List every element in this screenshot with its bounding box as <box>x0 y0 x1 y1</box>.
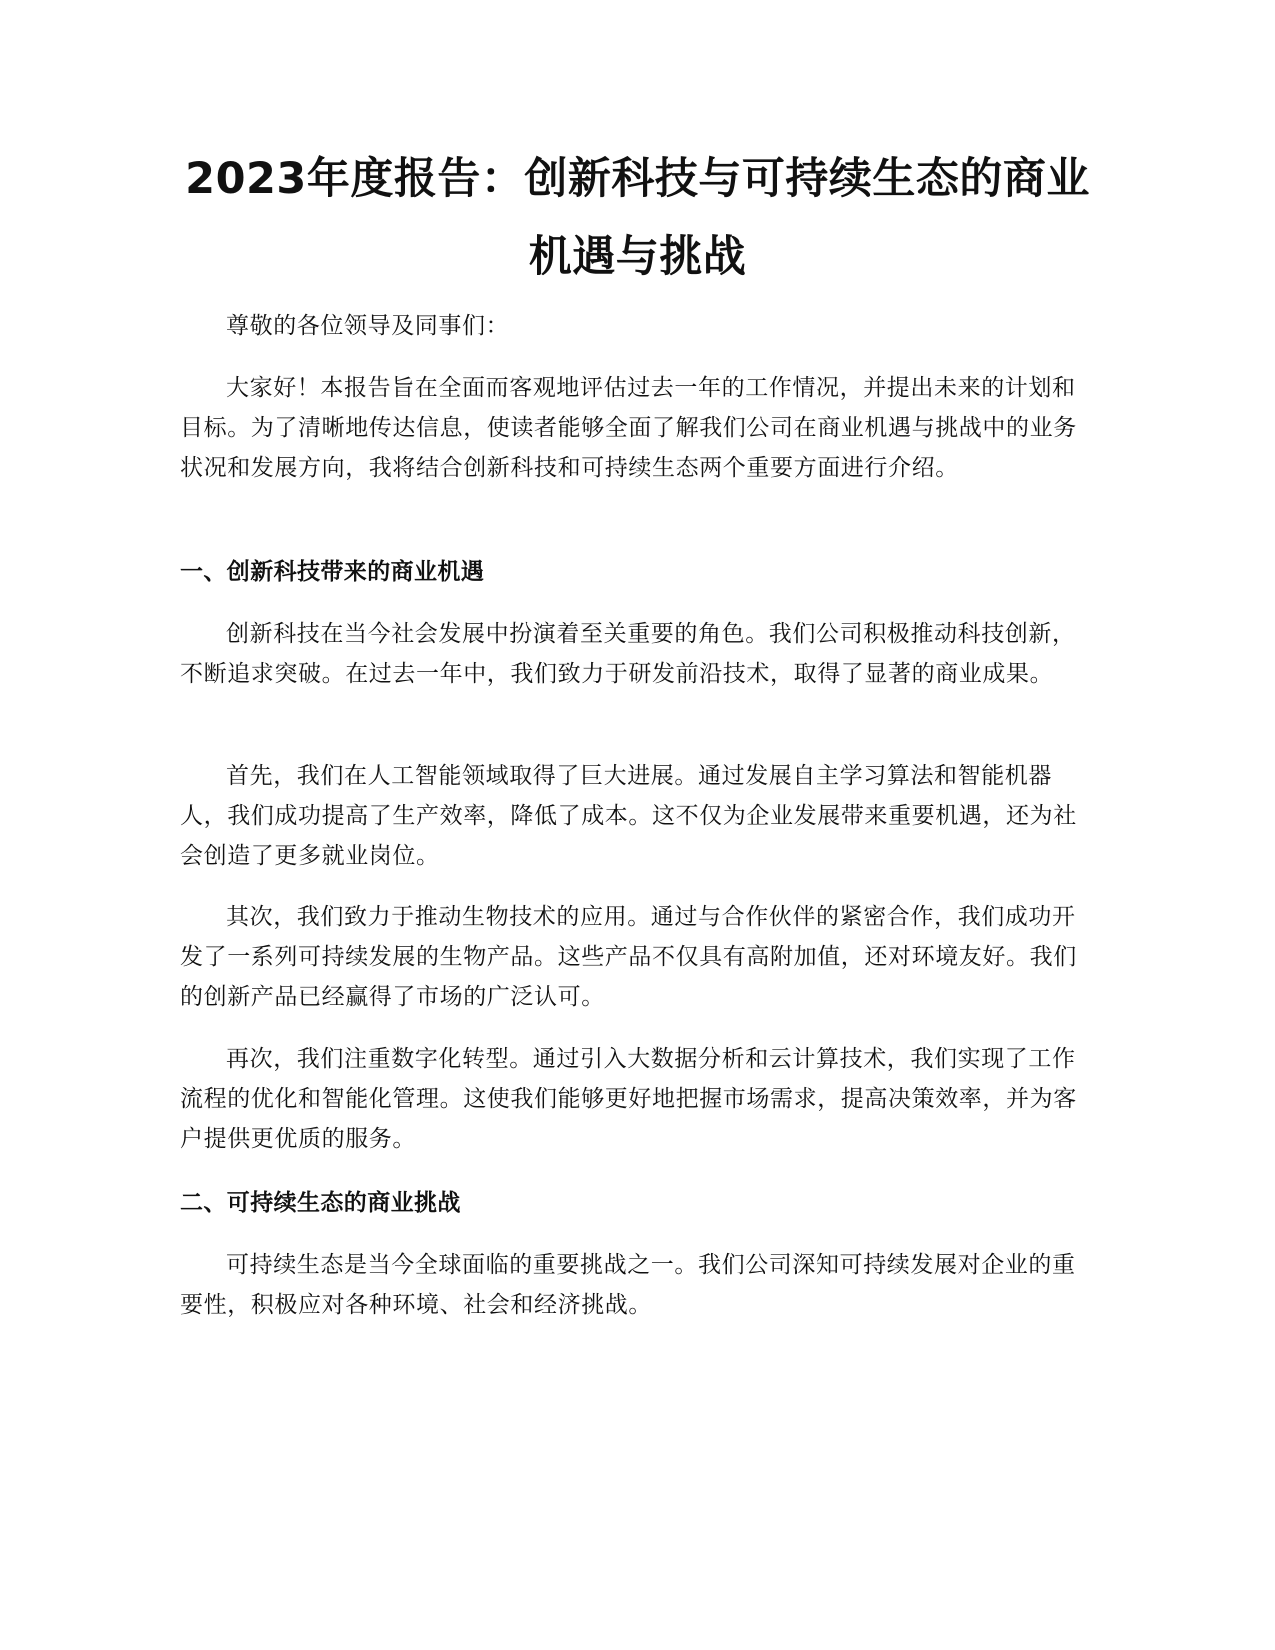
section-1-heading: 一、创新科技带来的商业机遇 <box>180 559 485 585</box>
salutation: 尊敬的各位领导及同事们： <box>226 313 510 339</box>
section-1-paragraph-3: 其次，我们致力于推动生物技术的应用。通过与合作伙伴的紧密合作，我们成功开发了一系列可持续发展的生物产品。这些产品不仅具有高附加值，还对环境友好。我们的创新产品已经赢得了市场的广泛认可。 <box>180 904 1077 1010</box>
section-1-paragraph-1: 创新科技在当今社会发展中扮演着至关重要的角色。我们公司积极推动科技创新，不断追求突破。在过去一年中，我们致力于研发前沿技术，取得了显著的商业成果。 <box>180 621 1076 687</box>
document-title: 2023年度报告：创新科技与可持续生态的商业机遇与挑战 <box>185 154 1090 282</box>
intro-paragraph: 大家好！本报告旨在全面而客观地评估过去一年的工作情况，并提出未来的计划和目标。为了清晰地传达信息，使读者能够全面了解我们公司在商业机遇与挑战中的业务状况和发展方向，我将结合创新科技和可持续生态两个重要方面进行介绍。 <box>180 375 1077 481</box>
section-1-paragraph-4: 再次，我们注重数字化转型。通过引入大数据分析和云计算技术，我们实现了工作流程的优化和智能化管理。这使我们能够更好地把握市场需求，提高决策效率，并为客户提供更优质的服务。 <box>180 1046 1077 1152</box>
section-2-paragraph-1: 可持续生态是当今全球面临的重要挑战之一。我们公司深知可持续发展对企业的重要性，积极应对各种环境、社会和经济挑战。 <box>180 1252 1076 1318</box>
section-2-heading: 二、可持续生态的商业挑战 <box>180 1190 461 1216</box>
section-1-paragraph-2: 首先，我们在人工智能领域取得了巨大进展。通过发展自主学习算法和智能机器人，我们成功提高了生产效率，降低了成本。这不仅为企业发展带来重要机遇，还为社会创造了更多就业岗位。 <box>180 763 1077 869</box>
